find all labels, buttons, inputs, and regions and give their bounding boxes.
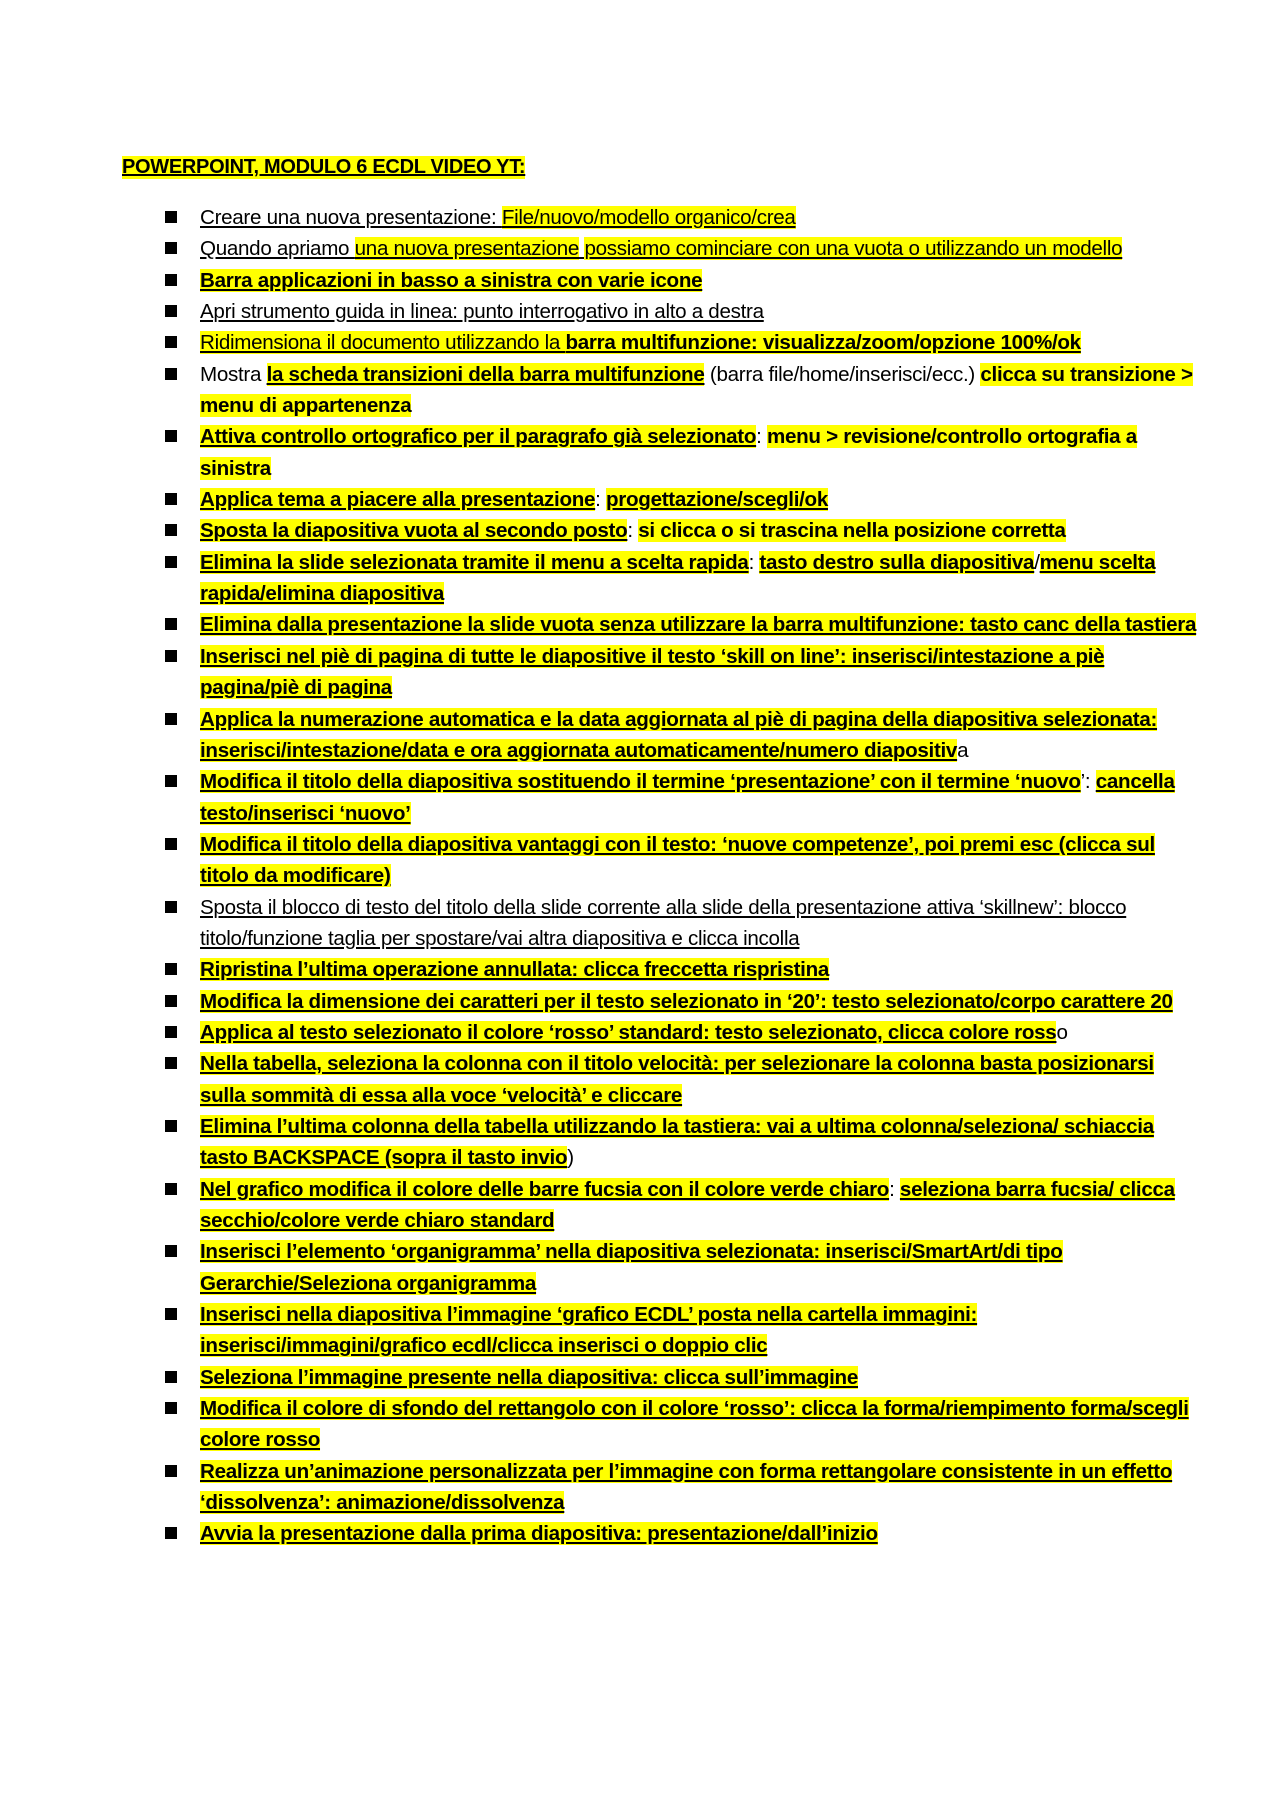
list-item-text: Inserisci nella diapositiva l’immagine ‘grafico ECDL’ posta nella cartella immagini: inserisci/immagini/grafico ecdl/clicca inserisci o doppio clic	[200, 1303, 978, 1358]
list-item-text: menu > revisione/controllo ortografia a sinistra	[200, 425, 1137, 480]
list-item-text: Inserisci nel piè di pagina di tutte le diapositive il testo ‘skill on line’: inserisci/intestazione a piè pagina/piè di pagina	[200, 644, 1105, 700]
list-item-text: seleziona barra fucsia/ clicca secchio/colore verde chiaro standard	[200, 1177, 1175, 1232]
list-item-text: Attiva controllo ortografico per il paragrafo già selezionato	[200, 425, 757, 449]
list-item-text: la scheda transizioni della barra multifunzione	[266, 362, 705, 386]
list-item-text: a	[957, 738, 969, 762]
list-item-text: Applica al testo selezionato il colore ‘rosso’ standard: testo selezionato, clicca colore ross	[200, 1020, 1057, 1044]
list-item-text: :	[595, 488, 607, 512]
list-item	[200, 1111, 1200, 1174]
list-item-text: barra multifunzione: visualizza/zoom/opzione 100%/ok	[565, 331, 1081, 355]
list-item	[200, 202, 1200, 233]
list-item	[200, 421, 1200, 484]
list-item-text: Apri strumento guida in linea: punto interrogativo in alto a destra	[200, 300, 764, 324]
list-item-text: Modifica la dimensione dei caratteri per il testo selezionato in ‘20’: testo selezionato/corpo carattere 20	[200, 989, 1173, 1013]
list-item-text: Ripristina l’ultima operazione annullata: clicca freccetta rispristina	[200, 958, 830, 982]
list-item-text: Sposta la diapositiva vuota al secondo posto	[200, 519, 628, 543]
list-item-text: )	[567, 1146, 574, 1170]
list-item-text: File/nuovo/modello organico/crea	[501, 206, 796, 229]
list-item	[200, 609, 1200, 640]
list-item-text: Sposta il blocco di testo del titolo della slide corrente alla slide della presentazione attiva ‘skillnew’: blocco titolo/funzione taglia per spostare/vai altra diapositiva e clicca incolla	[200, 895, 1127, 950]
instruction-list	[200, 202, 1200, 1550]
list-item-text: Creare una nuova presentazione:	[200, 206, 502, 229]
list-item	[200, 954, 1200, 985]
list-item-text: Elimina la slide selezionata tramite il menu a scelta rapida	[200, 550, 749, 574]
list-item-text: cancella testo/inserisci ‘nuovo’	[200, 770, 1175, 825]
list-item-text: :	[756, 425, 767, 449]
list-item	[200, 359, 1200, 422]
list-item-text: tasto destro sulla diapositiva	[759, 550, 1035, 574]
list-item-text: Nella tabella, seleziona la colonna con il titolo velocità: per selezionare la colonna basta posizionarsi sulla sommità di essa alla voce ‘velocità’ e cliccare	[200, 1052, 1154, 1107]
list-item	[200, 986, 1200, 1017]
list-item-text: Barra applicazioni in basso a sinistra con varie icone	[200, 268, 703, 292]
list-item	[200, 829, 1200, 892]
list-item	[200, 704, 1200, 767]
list-item-text: (barra file/home/inserisci/ecc.)	[704, 362, 981, 386]
list-item	[200, 265, 1200, 296]
list-item	[200, 766, 1200, 829]
list-item-text: Quando apriamo	[200, 237, 355, 261]
list-item	[200, 1048, 1200, 1111]
list-item	[200, 233, 1200, 264]
list-item-text: menu scelta rapida/elimina diapositiva	[200, 550, 1156, 606]
list-item-text: :	[627, 519, 639, 543]
list-item-text: Modifica il titolo della diapositiva vantaggi con il testo: ‘nuove competenze’, poi premi esc (clicca sul titolo da modificare)	[200, 832, 1155, 888]
list-item	[200, 641, 1200, 704]
list-item	[200, 484, 1200, 515]
list-item	[200, 1017, 1200, 1048]
list-item	[200, 1518, 1200, 1549]
list-item-text: :	[748, 550, 760, 574]
list-item-text: Applica tema a piacere alla presentazione	[200, 488, 596, 512]
list-item-text: Mostra	[200, 362, 267, 386]
list-item-text: Seleziona l’immagine presente nella diapositiva: clicca sull’immagine	[200, 1365, 858, 1389]
list-item-text: Modifica il titolo della diapositiva sostituendo il termine ‘presentazione’ con il termine ‘nuovo	[200, 770, 1081, 794]
list-item-text: ’:	[1080, 770, 1096, 794]
list-item-text: Nel grafico modifica il colore delle barre fucsia con il colore verde chiaro	[200, 1177, 890, 1201]
list-item	[200, 1393, 1200, 1456]
list-item	[200, 1362, 1200, 1393]
list-item-text: Modifica il colore di sfondo del rettangolo con il colore ‘rosso’: clicca la forma/riempimento forma/scegli colore rosso	[200, 1397, 1189, 1452]
list-item	[200, 327, 1200, 358]
list-item	[200, 547, 1200, 610]
list-item-text: progettazione/scegli/ok	[606, 488, 828, 512]
list-item-text: Inserisci l’elemento ‘organigramma’ nella diapositiva selezionata: inserisci/SmartArt/di tipo Gerarchie/Seleziona organigramma	[200, 1240, 1063, 1295]
list-item-text: Realizza un’animazione personalizzata per l’immagine con forma rettangolare consistente in un effetto ‘dissolvenza’: animazione/dissolvenza	[200, 1459, 1173, 1515]
list-item-text: Elimina l’ultima colonna della tabella utilizzando la tastiera: vai a ultima colonna/seleziona/ schiaccia tasto BACKSPACE (sopra il tasto invio	[200, 1114, 1154, 1170]
list-item-text: Avvia la presentazione dalla prima diapositiva: presentazione/dall’inizio	[200, 1522, 878, 1546]
list-item-text: :	[889, 1177, 900, 1201]
list-item-text: una nuova presentazione	[354, 237, 580, 261]
list-item-text: possiamo cominciare con una vuota o utilizzando un modello	[584, 237, 1123, 261]
list-item	[200, 1236, 1200, 1299]
list-item	[200, 1174, 1200, 1237]
list-item	[200, 1456, 1200, 1519]
list-item-text: /	[1034, 550, 1040, 574]
list-item	[200, 296, 1200, 327]
list-item-text: Applica la numerazione automatica e la data aggiornata al piè di pagina della diapositiva selezionata: inserisci/intestazione/data e ora aggiornata automaticamente/numero diapositiv	[200, 707, 1158, 762]
list-item-text: Ridimensiona il documento utilizzando la	[200, 331, 566, 355]
document-title: POWERPOINT, MODULO 6 ECDL VIDEO YT:	[122, 156, 526, 178]
list-item-text: o	[1056, 1020, 1068, 1044]
list-item-text: Elimina dalla presentazione la slide vuota senza utilizzare la barra multifunzione: tasto canc della tastiera	[200, 613, 1197, 637]
list-item	[200, 515, 1200, 546]
list-item	[200, 892, 1200, 955]
list-item-text: clicca su transizione > menu di appartenenza	[200, 362, 1193, 418]
list-item-text: si clicca o si trascina nella posizione corretta	[638, 519, 1066, 543]
list-item	[200, 1299, 1200, 1362]
